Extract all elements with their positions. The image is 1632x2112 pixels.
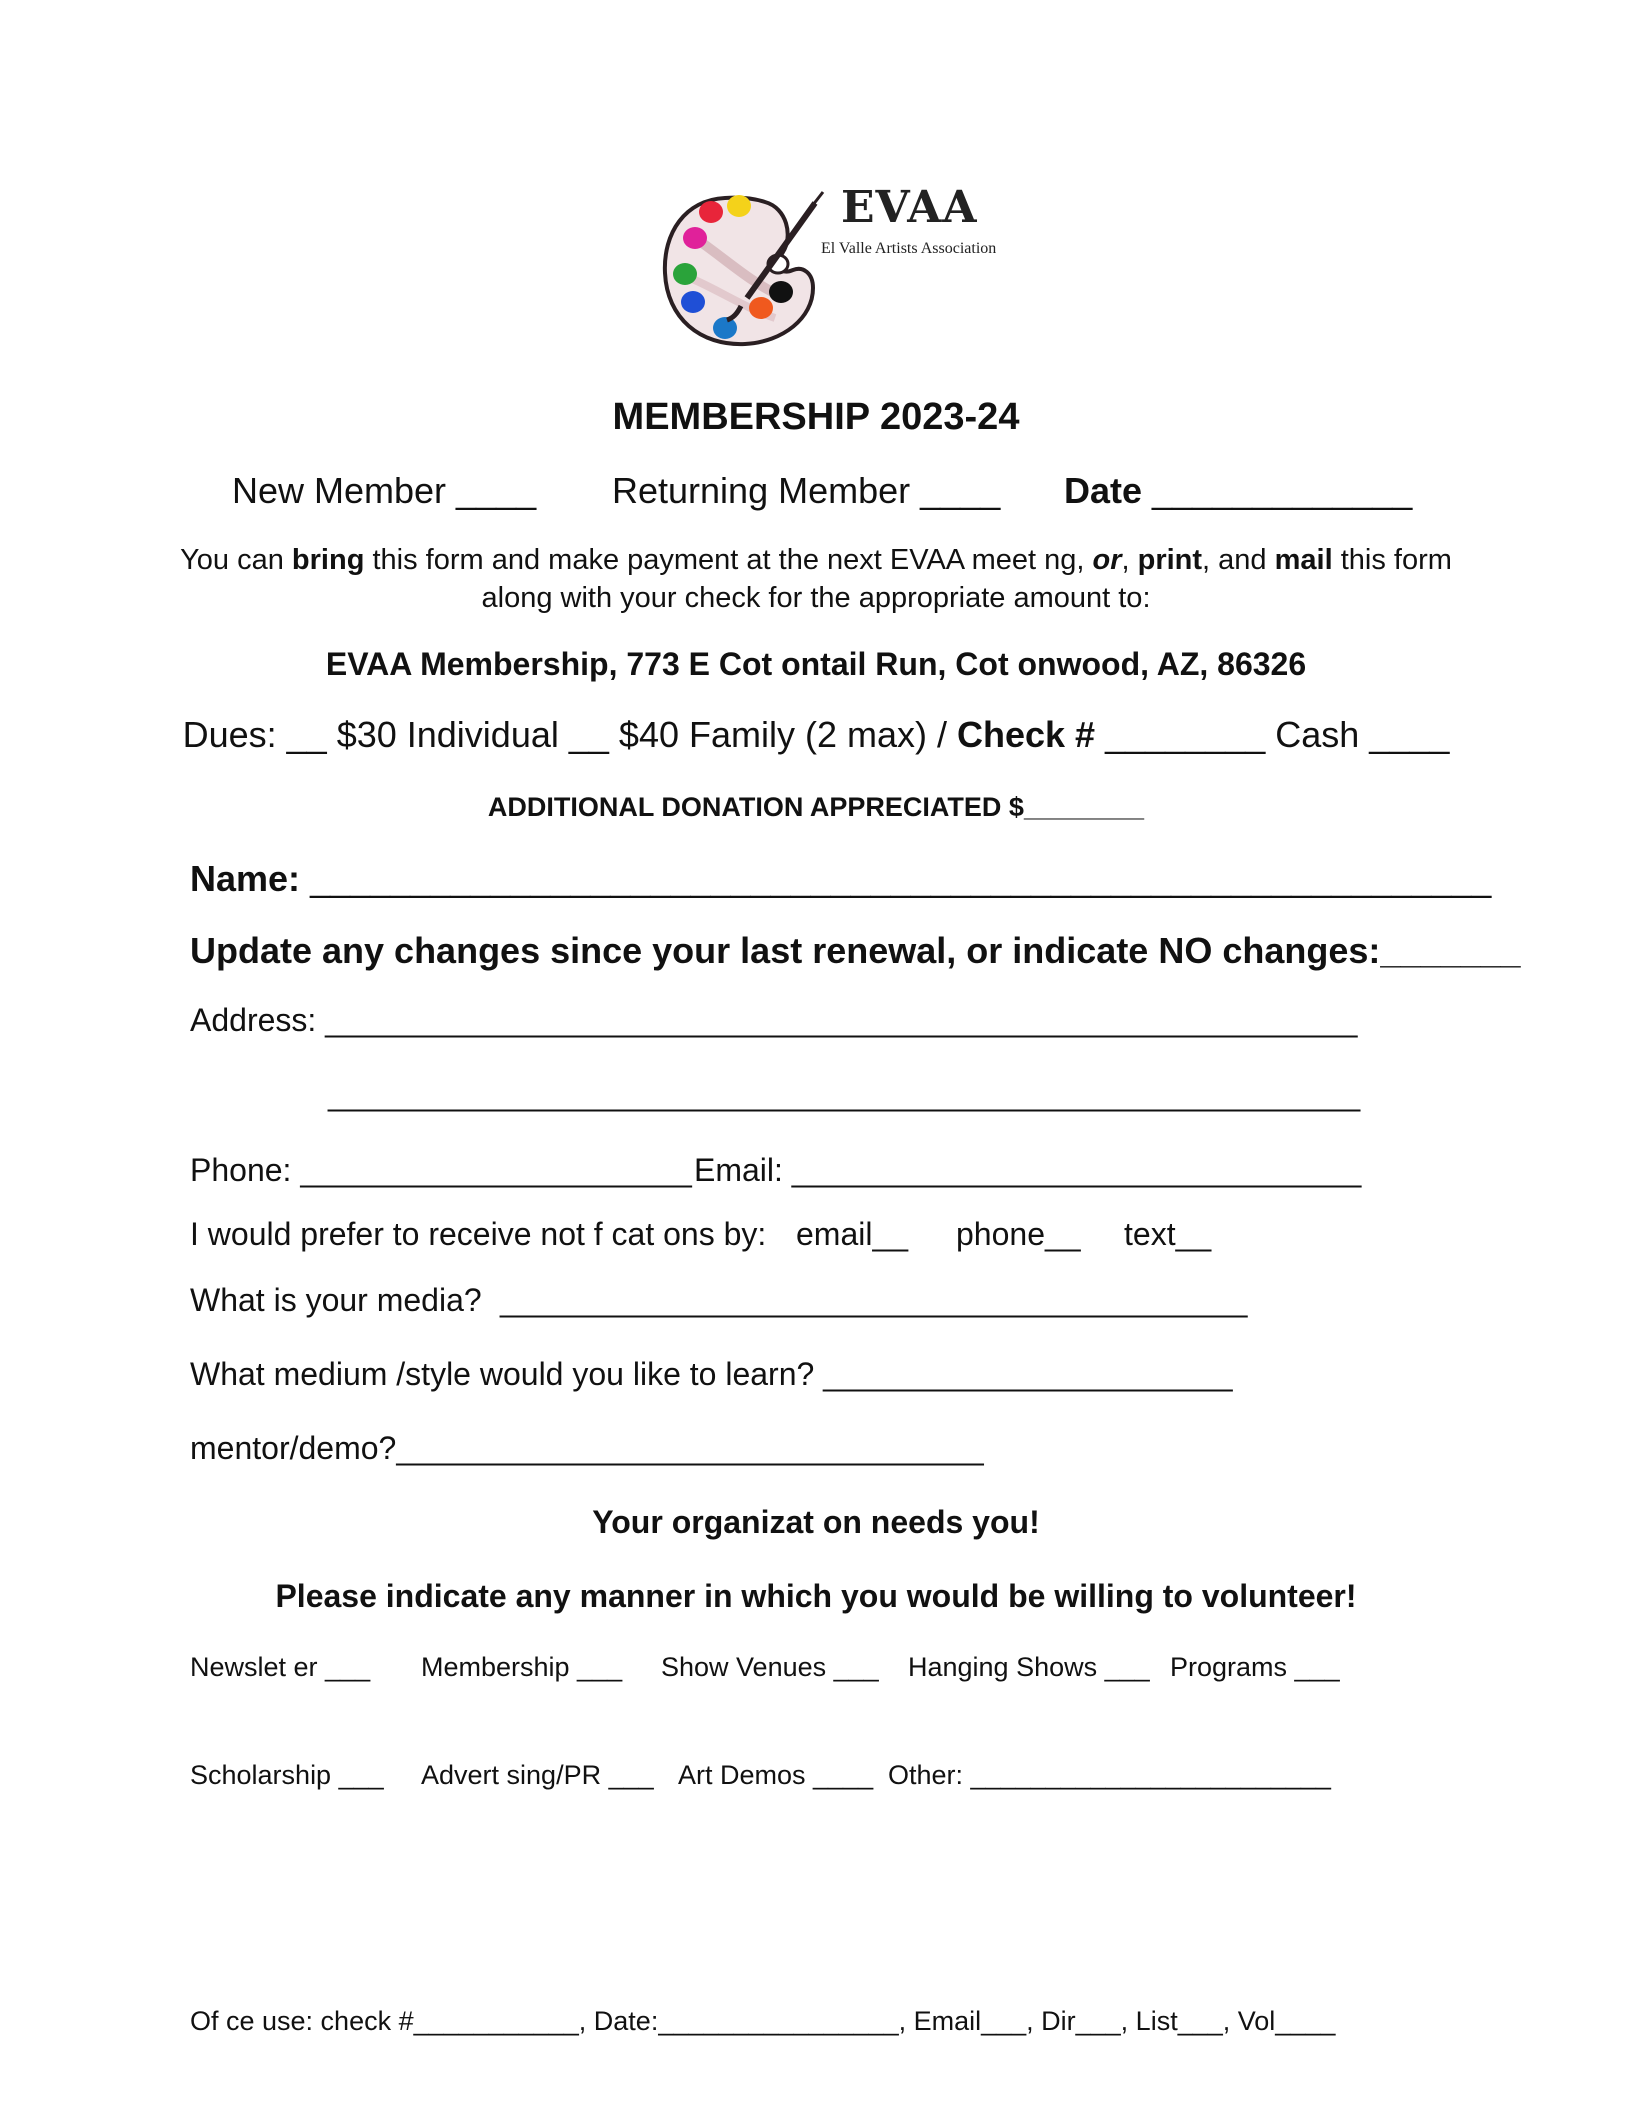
volunteer-art-demos[interactable]: Art Demos ____ (678, 1760, 874, 1790)
paint-blob (727, 195, 751, 217)
email-blank: ________________________________ (791, 1152, 1362, 1188)
notify-text-option[interactable]: text__ (1124, 1216, 1212, 1252)
phone-blank: ______________________ (300, 1152, 692, 1188)
name-label: Name: (190, 858, 301, 899)
mail-emphasis: mail (1274, 544, 1333, 576)
mentor-demo-field[interactable]: mentor/demo?_________________________________ (190, 1430, 984, 1466)
returning-member-field[interactable]: Returning Member ____ (612, 470, 1001, 511)
notify-email-option[interactable]: email__ (796, 1216, 909, 1252)
volunteer-programs[interactable]: Programs ___ (1170, 1652, 1340, 1682)
phone-field[interactable] (190, 1152, 692, 1189)
email-label: Email: (694, 1152, 783, 1188)
volunteer-membership[interactable]: Membership ___ (421, 1652, 623, 1682)
print-emphasis: print (1137, 544, 1203, 576)
date-field[interactable] (1064, 470, 1412, 512)
date-blank: _____________ (1152, 470, 1413, 511)
office-use-line: Of ce use: check #___________, Date:________________, Email___, Dir___, List___, Vol____ (190, 2006, 1336, 2036)
address-field[interactable] (190, 1002, 1357, 1039)
paint-blob (749, 297, 773, 319)
form-title: MEMBERSHIP 2023-24 (612, 396, 1020, 438)
or-emphasis: or (1092, 544, 1122, 576)
paint-blob (683, 227, 707, 249)
volunteer-show-venues[interactable]: Show Venues ___ (661, 1652, 879, 1682)
notification-label: I would prefer to receive not f cat ons by: (190, 1216, 767, 1252)
donation-line[interactable]: ADDITIONAL DONATION APPRECIATED $________ (487, 792, 1145, 822)
paint-blob (681, 291, 705, 313)
org-needs-heading: Your organizat on needs you! (592, 1504, 1040, 1540)
address-blank: __________________________________________________________ (325, 1002, 1358, 1038)
logo-full-name: El Valle Artists Association (821, 240, 997, 257)
volunteer-scholarship[interactable]: Scholarship ___ (190, 1760, 384, 1790)
media-label: What is your media? (190, 1282, 482, 1318)
phone-label: Phone: (190, 1152, 292, 1188)
volunteer-other[interactable]: Other: ________________________ (888, 1760, 1331, 1790)
instructions-line-2: along with your check for the appropriate amount to: (481, 582, 1151, 614)
name-blank: ___________________________________________________________ (310, 858, 1492, 899)
date-label: Date (1064, 470, 1143, 511)
bring-emphasis: bring (291, 544, 365, 576)
volunteer-advertising-pr[interactable]: Advert sing/PR ___ (421, 1760, 654, 1790)
new-member-field[interactable]: New Member ____ (232, 470, 537, 511)
paint-blob (769, 281, 793, 303)
paint-blob (699, 201, 723, 223)
volunteer-newsletter[interactable]: Newslet er ___ (190, 1652, 371, 1682)
mailing-address: EVAA Membership, 773 E Cot ontail Run, Cot onwood, AZ, 86326 (325, 646, 1307, 682)
logo-acronym: EVAA (841, 182, 978, 233)
address-line-2[interactable]: __________________________________________________________ (328, 1076, 1361, 1112)
notify-phone-option[interactable]: phone__ (956, 1216, 1081, 1252)
paint-blob (713, 317, 737, 339)
instructions-line-1: You can bring this form and make payment at the next EVAA meet ng, or, print, and mail this form (180, 544, 1452, 576)
name-field[interactable] (190, 858, 1491, 900)
evaa-logo (655, 178, 1055, 358)
palette-icon (655, 178, 835, 358)
email-field[interactable] (694, 1152, 1361, 1189)
volunteer-hanging-shows[interactable]: Hanging Shows ___ (908, 1652, 1150, 1682)
check-label: Check # (957, 714, 1096, 755)
address-label: Address: (190, 1002, 317, 1038)
volunteer-heading: Please indicate any manner in which you would be willing to volunteer! (275, 1578, 1357, 1614)
medium-style-field[interactable]: What medium /style would you like to learn? _______________________ (190, 1356, 1233, 1392)
paint-blob (673, 263, 697, 285)
update-changes-line[interactable]: Update any changes since your last renewal, or indicate NO changes:_______ (190, 930, 1521, 971)
dues-line[interactable]: Dues: __ $30 Individual __ $40 Family (2 max) / Check # ________ Cash ____ (182, 714, 1450, 755)
media-blank[interactable]: __________________________________________ (500, 1282, 1248, 1318)
